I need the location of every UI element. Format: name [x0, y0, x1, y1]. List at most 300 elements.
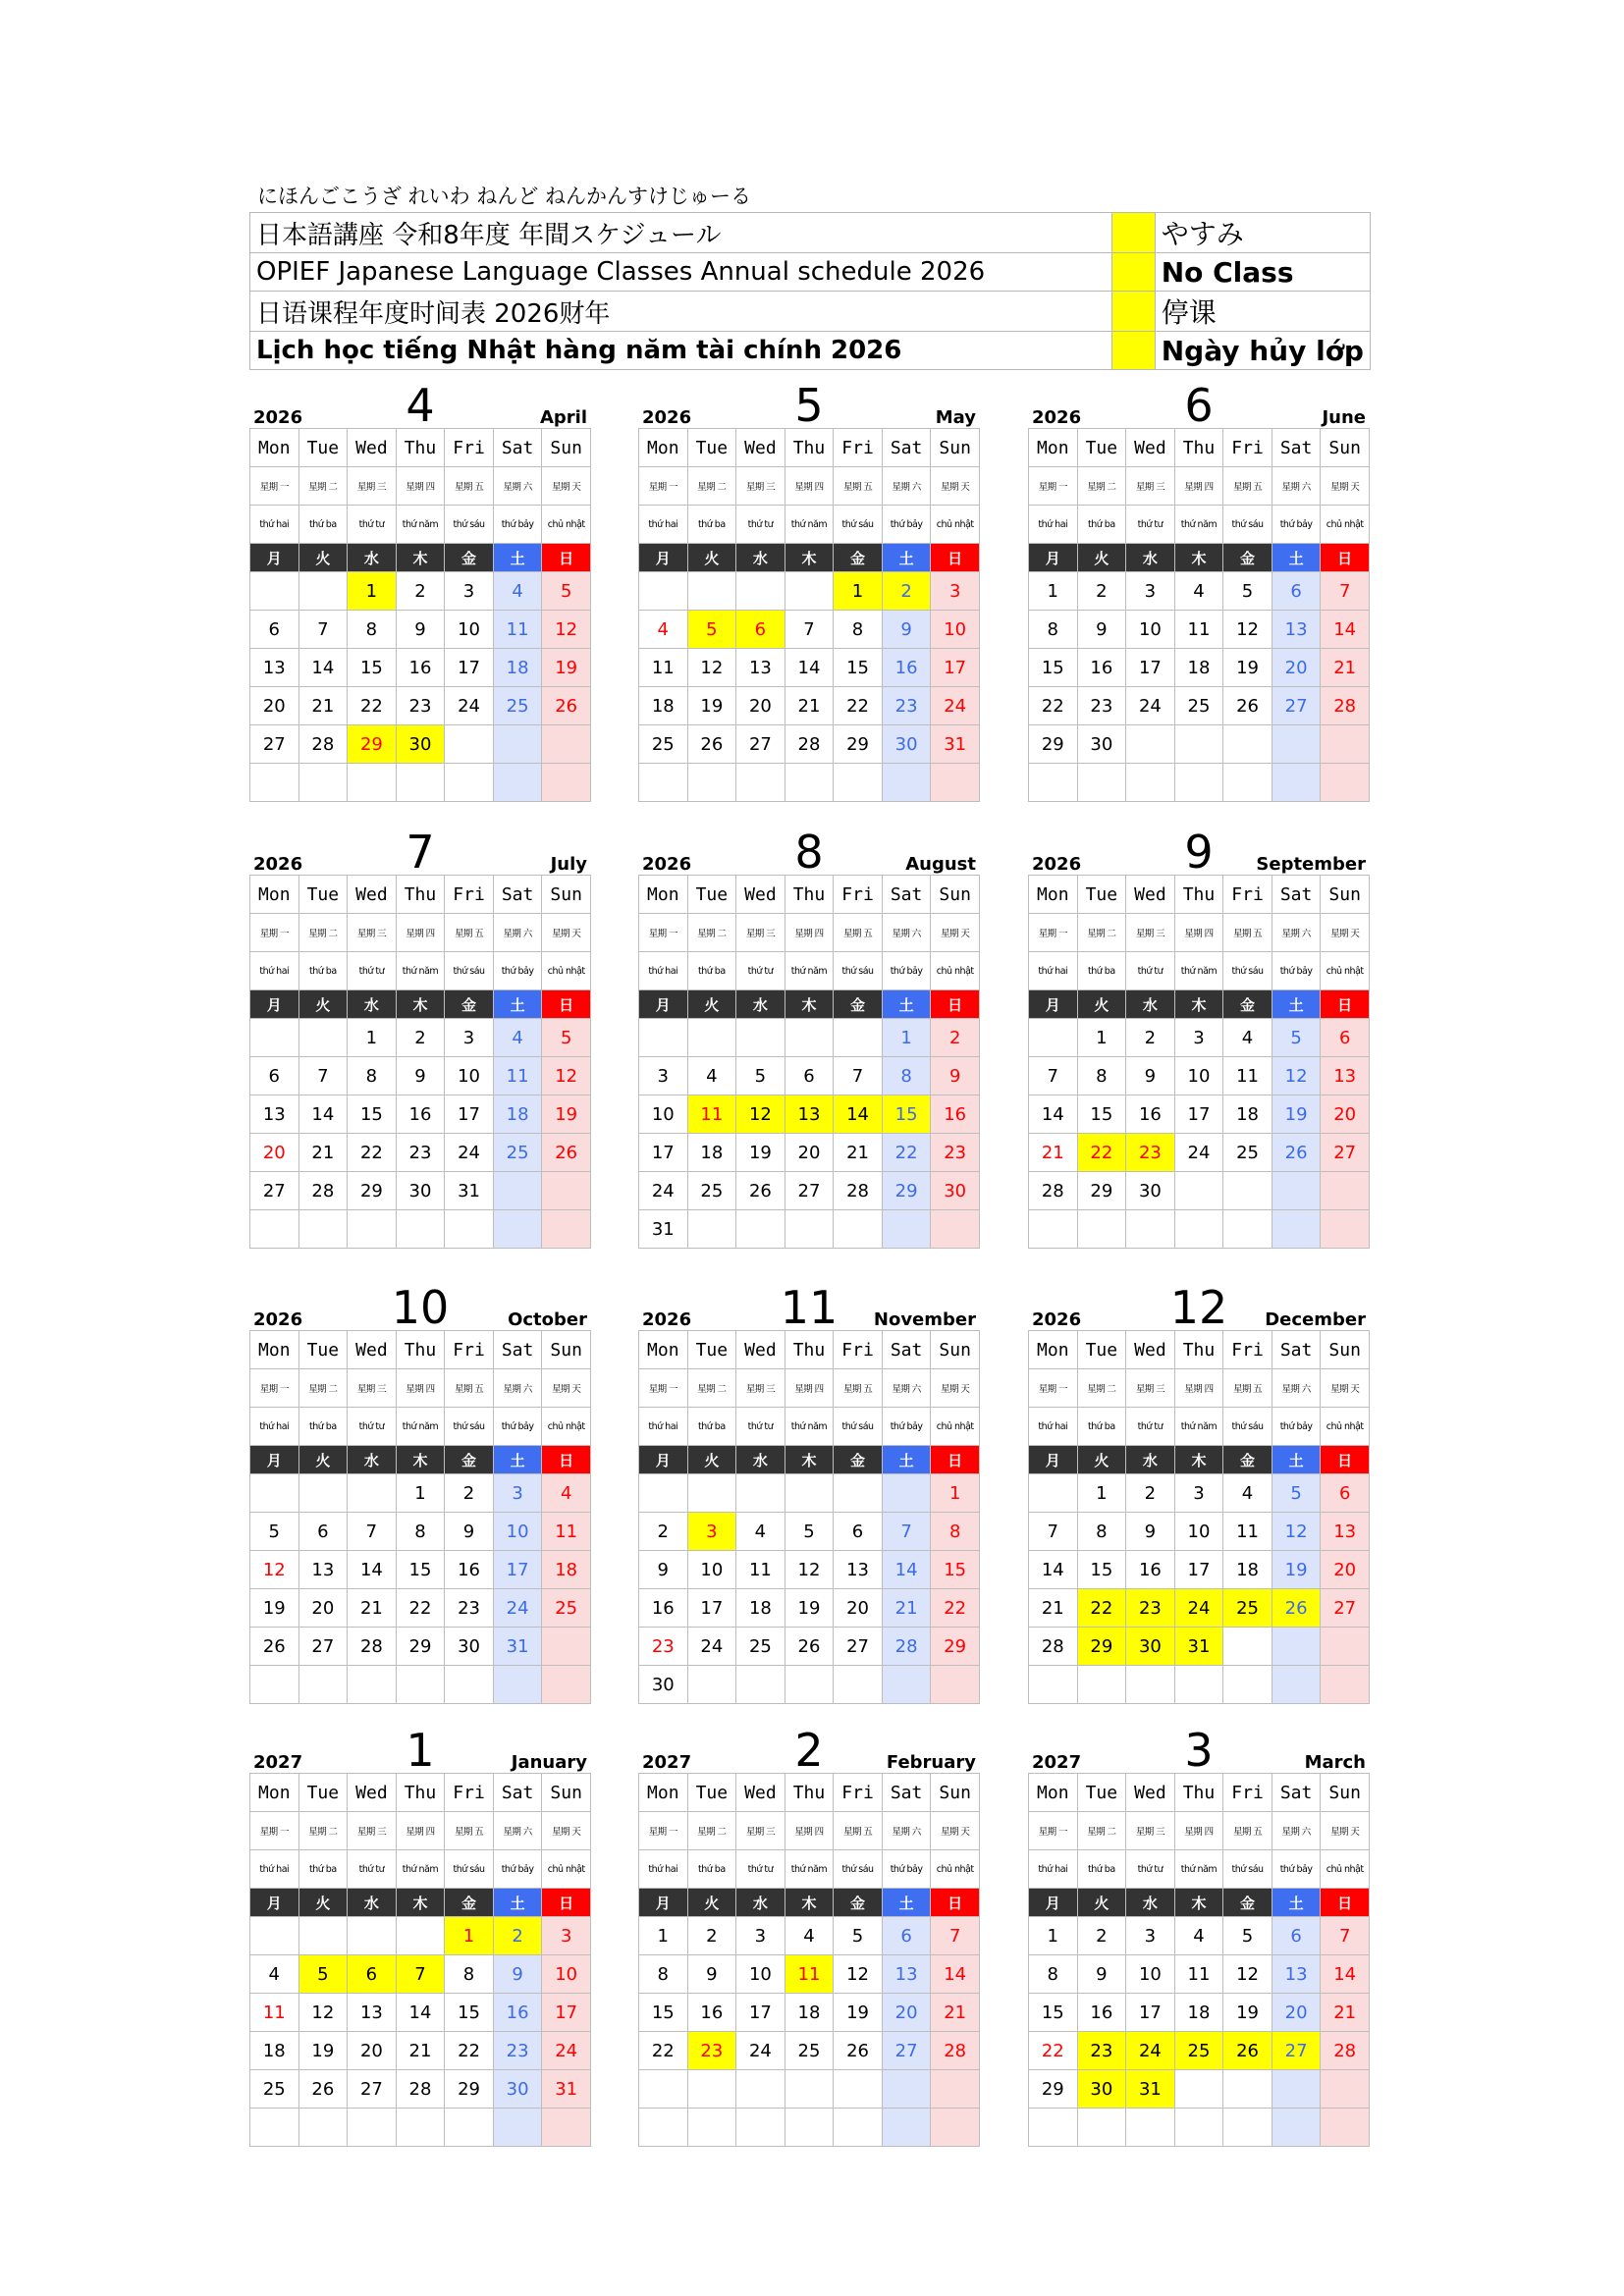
date-cell: 23	[445, 1589, 494, 1628]
date-cell: 25	[1223, 1589, 1272, 1628]
date-cell: 6	[785, 1057, 834, 1095]
weekday-label: 土	[1272, 1446, 1321, 1474]
empty-cell	[396, 1666, 445, 1704]
date-cell: 2	[1077, 1917, 1126, 1955]
furigana-reading: にほんごこうざ れいわ ねんど ねんかんすけじゅーる	[257, 185, 752, 208]
empty-cell	[1126, 2109, 1175, 2147]
weekday-label: Thu	[1174, 1774, 1223, 1812]
date-cell: 12	[250, 1551, 299, 1589]
empty-cell	[1077, 1210, 1126, 1249]
weekday-label: Fri	[1223, 876, 1272, 914]
weekday-label: 星期 一	[639, 467, 688, 506]
weekday-label: 水	[736, 544, 785, 572]
date-cell: 23	[882, 687, 931, 725]
date-cell: 25	[493, 1134, 542, 1172]
weekday-label: Fri	[834, 1774, 883, 1812]
weekday-label: Sun	[1321, 1331, 1370, 1369]
date-cell: 20	[882, 1994, 931, 2032]
date-cell: 9	[1077, 1955, 1126, 1994]
weekday-label: Mon	[250, 876, 299, 914]
title-japanese: 日本語講座 令和8年度 年間スケジュール	[250, 213, 1112, 253]
date-cell: 16	[1077, 649, 1126, 687]
title-vietnamese: Lịch học tiếng Nhật hàng năm tài chính 2026	[250, 332, 1112, 370]
weekday-label: Tue	[298, 876, 348, 914]
date-cell: 19	[1223, 1994, 1272, 2032]
date-cell: 1	[396, 1474, 445, 1513]
weekday-label: Tue	[298, 1774, 348, 1812]
date-cell: 16	[931, 1095, 980, 1134]
weekday-label: thứ bảy	[493, 1408, 542, 1446]
empty-cell	[1321, 1210, 1370, 1249]
weekday-label: 火	[1077, 544, 1126, 572]
date-cell: 30	[396, 725, 445, 764]
weekday-label: Fri	[1223, 1331, 1272, 1369]
date-cell: 16	[1126, 1551, 1175, 1589]
weekday-label: 日	[1321, 1889, 1370, 1917]
month-header	[249, 1281, 591, 1334]
date-cell: 3	[1126, 1917, 1175, 1955]
weekday-label: 金	[445, 1446, 494, 1474]
date-cell: 17	[1174, 1551, 1223, 1589]
date-cell: 8	[1029, 1955, 1078, 1994]
week-row	[639, 1917, 980, 1955]
date-cell: 24	[542, 2032, 591, 2070]
date-cell: 28	[882, 1628, 931, 1666]
weekday-label: thứ tư	[1126, 1408, 1175, 1446]
date-cell: 27	[1321, 1589, 1370, 1628]
month-header	[1028, 1281, 1370, 1334]
weekday-label: 金	[834, 544, 883, 572]
weekday-label: Sun	[931, 1774, 980, 1812]
weekday-label: 星期 六	[882, 914, 931, 952]
weekday-label: 星期 四	[785, 914, 834, 952]
month-header	[638, 1724, 980, 1777]
date-cell: 24	[1126, 2032, 1175, 2070]
weekday-label: 月	[250, 544, 299, 572]
week-row	[639, 1134, 980, 1172]
date-cell: 3	[931, 572, 980, 611]
date-cell: 13	[1321, 1513, 1370, 1551]
date-cell: 6	[250, 611, 299, 649]
weekday-label: 星期 五	[834, 914, 883, 952]
empty-cell	[1029, 1666, 1078, 1704]
date-cell: 16	[1077, 1994, 1126, 2032]
date-cell: 24	[931, 687, 980, 725]
weekday-label: Sun	[1321, 876, 1370, 914]
weekday-label: Wed	[1126, 429, 1175, 467]
date-cell: 20	[298, 1589, 348, 1628]
date-cell: 24	[1174, 1134, 1223, 1172]
weekday-label: Sun	[1321, 429, 1370, 467]
empty-cell	[542, 725, 591, 764]
empty-cell	[687, 2109, 736, 2147]
weekday-label: thứ bảy	[882, 506, 931, 544]
week-row	[250, 1994, 591, 2032]
empty-cell	[931, 1666, 980, 1704]
date-cell: 28	[931, 2032, 980, 2070]
date-cell: 7	[931, 1917, 980, 1955]
empty-cell	[931, 2109, 980, 2147]
weekday-label: 金	[445, 990, 494, 1019]
month-name: January	[511, 1752, 587, 1773]
date-cell: 30	[396, 1172, 445, 1210]
weekday-label: 星期 二	[298, 467, 348, 506]
empty-cell	[1272, 1666, 1321, 1704]
date-cell: 23	[1126, 1589, 1175, 1628]
empty-cell	[298, 572, 348, 611]
week-row	[1029, 1994, 1370, 2032]
weekday-label: Mon	[639, 1774, 688, 1812]
weekday-label: thứ ba	[1077, 1850, 1126, 1889]
weekday-label: Sat	[1272, 876, 1321, 914]
weekday-label: 日	[542, 1889, 591, 1917]
weekday-label: 星期 五	[445, 1812, 494, 1850]
date-cell: 17	[639, 1134, 688, 1172]
weekday-label: Tue	[1077, 876, 1126, 914]
weekday-label: chủ nhật	[1321, 1408, 1370, 1446]
date-cell: 5	[736, 1057, 785, 1095]
date-cell: 17	[687, 1589, 736, 1628]
empty-cell	[1321, 2109, 1370, 2147]
weekday-label: thứ sáu	[445, 952, 494, 990]
weekday-label: 木	[785, 544, 834, 572]
weekday-label: 星期 二	[298, 1369, 348, 1408]
date-cell: 15	[1029, 1994, 1078, 2032]
date-cell: 10	[1174, 1057, 1223, 1095]
month-grid	[249, 875, 591, 1249]
weekday-label: Mon	[639, 429, 688, 467]
empty-cell	[1077, 2109, 1126, 2147]
empty-cell	[1223, 1628, 1272, 1666]
date-cell: 27	[1272, 2032, 1321, 2070]
date-cell: 31	[445, 1172, 494, 1210]
empty-cell	[298, 1210, 348, 1249]
date-cell: 2	[882, 572, 931, 611]
weekday-label: 星期 二	[1077, 1369, 1126, 1408]
date-cell: 21	[396, 2032, 445, 2070]
date-cell: 7	[1029, 1513, 1078, 1551]
week-row	[250, 572, 591, 611]
weekday-label: 火	[687, 1889, 736, 1917]
weekday-label: chủ nhật	[1321, 952, 1370, 990]
week-row	[639, 687, 980, 725]
date-cell: 21	[1321, 649, 1370, 687]
date-cell: 30	[493, 2070, 542, 2109]
weekday-label: Sat	[882, 1774, 931, 1812]
date-cell: 30	[882, 725, 931, 764]
weekday-label: 星期 天	[1321, 1812, 1370, 1850]
weekday-label: Mon	[250, 1331, 299, 1369]
legend-label-vietnamese: Ngày hủy lớp	[1155, 332, 1370, 370]
weekday-row-jp	[639, 1446, 980, 1474]
week-row	[250, 1134, 591, 1172]
empty-cell	[1223, 1210, 1272, 1249]
empty-cell	[1223, 725, 1272, 764]
week-row	[639, 1551, 980, 1589]
weekday-label: 星期 一	[250, 467, 299, 506]
empty-cell	[785, 764, 834, 802]
weekday-row-jp	[250, 990, 591, 1019]
weekday-label: 月	[1029, 1446, 1078, 1474]
week-row	[639, 1628, 980, 1666]
month-number: 11	[780, 1281, 839, 1334]
date-cell: 7	[1321, 572, 1370, 611]
weekday-label: 土	[1272, 1889, 1321, 1917]
weekday-label: 星期 三	[348, 914, 397, 952]
weekday-label: thứ sáu	[834, 1408, 883, 1446]
week-row	[639, 1666, 980, 1704]
date-cell: 14	[1029, 1095, 1078, 1134]
weekday-label: 星期 五	[445, 1369, 494, 1408]
date-cell: 3	[1174, 1474, 1223, 1513]
date-cell: 2	[687, 1917, 736, 1955]
weekday-row-zh	[250, 1812, 591, 1850]
date-cell: 11	[1223, 1513, 1272, 1551]
empty-cell	[834, 1019, 883, 1057]
empty-cell	[250, 1917, 299, 1955]
date-cell: 13	[1321, 1057, 1370, 1095]
weekday-label: chủ nhật	[1321, 1850, 1370, 1889]
week-row	[250, 764, 591, 802]
weekday-label: 星期 一	[1029, 1812, 1078, 1850]
month-number: 2	[794, 1724, 824, 1777]
weekday-label: thứ ba	[687, 952, 736, 990]
date-cell: 15	[396, 1551, 445, 1589]
date-cell: 31	[1126, 2070, 1175, 2109]
empty-cell	[1272, 1210, 1321, 1249]
weekday-row-zh	[639, 1369, 980, 1408]
weekday-label: 星期 六	[493, 467, 542, 506]
date-cell: 17	[1174, 1095, 1223, 1134]
weekday-label: 星期 六	[1272, 914, 1321, 952]
weekday-label: Thu	[396, 876, 445, 914]
weekday-label: 木	[396, 1889, 445, 1917]
date-cell: 10	[1126, 1955, 1175, 1994]
date-cell: 5	[542, 572, 591, 611]
date-cell: 2	[493, 1917, 542, 1955]
date-cell: 27	[250, 725, 299, 764]
date-cell: 2	[396, 572, 445, 611]
weekday-label: thứ bảy	[882, 1408, 931, 1446]
date-cell: 21	[882, 1589, 931, 1628]
weekday-label: 星期 一	[250, 1812, 299, 1850]
empty-cell	[445, 1210, 494, 1249]
month-name: April	[539, 407, 587, 428]
date-cell: 9	[1077, 611, 1126, 649]
weekday-label: thứ hai	[639, 506, 688, 544]
empty-cell	[882, 1474, 931, 1513]
date-cell: 29	[445, 2070, 494, 2109]
month-calendar	[638, 826, 980, 1249]
weekday-row-vi	[1029, 1850, 1370, 1889]
empty-cell	[736, 1474, 785, 1513]
date-cell: 19	[687, 687, 736, 725]
weekday-label: 土	[493, 1446, 542, 1474]
weekday-label: 星期 三	[736, 1369, 785, 1408]
date-cell: 27	[250, 1172, 299, 1210]
month-calendar	[249, 826, 591, 1249]
date-cell: 10	[493, 1513, 542, 1551]
date-cell: 11	[542, 1513, 591, 1551]
date-cell: 27	[736, 725, 785, 764]
date-cell: 10	[445, 1057, 494, 1095]
weekday-label: 日	[1321, 544, 1370, 572]
month-grid	[1028, 1330, 1370, 1704]
date-cell: 5	[298, 1955, 348, 1994]
weekday-label: 日	[931, 1889, 980, 1917]
empty-cell	[1272, 2109, 1321, 2147]
date-cell: 30	[1077, 2070, 1126, 2109]
date-cell: 3	[445, 572, 494, 611]
empty-cell	[687, 1210, 736, 1249]
weekday-label: 星期 三	[736, 467, 785, 506]
weekday-label: 星期 二	[298, 914, 348, 952]
week-row	[1029, 649, 1370, 687]
date-cell: 2	[1077, 572, 1126, 611]
date-cell: 27	[882, 2032, 931, 2070]
empty-cell	[396, 2109, 445, 2147]
empty-cell	[493, 764, 542, 802]
weekday-label: thứ ba	[687, 506, 736, 544]
month-name: August	[905, 854, 976, 875]
month-grid	[249, 1330, 591, 1704]
weekday-label: Mon	[1029, 1331, 1078, 1369]
date-cell: 5	[250, 1513, 299, 1551]
weekday-label: 星期 五	[445, 914, 494, 952]
date-cell: 5	[1272, 1474, 1321, 1513]
month-header	[1028, 826, 1370, 879]
month-name: June	[1322, 407, 1366, 428]
weekday-label: Fri	[834, 429, 883, 467]
weekday-label: Wed	[1126, 1331, 1175, 1369]
empty-cell	[396, 1210, 445, 1249]
date-cell: 26	[785, 1628, 834, 1666]
date-cell: 25	[1174, 2032, 1223, 2070]
date-cell: 13	[250, 649, 299, 687]
weekday-label: 星期 天	[931, 1369, 980, 1408]
weekday-row-jp	[250, 544, 591, 572]
empty-cell	[736, 572, 785, 611]
weekday-label: thứ năm	[396, 1850, 445, 1889]
empty-cell	[785, 1666, 834, 1704]
date-cell: 31	[931, 725, 980, 764]
weekday-label: thứ sáu	[1223, 1408, 1272, 1446]
weekday-label: thứ ba	[298, 1408, 348, 1446]
weekday-label: Sun	[542, 1331, 591, 1369]
empty-cell	[1174, 1210, 1223, 1249]
weekday-label: 日	[542, 544, 591, 572]
weekday-label: 星期 天	[542, 914, 591, 952]
weekday-label: thứ năm	[1174, 952, 1223, 990]
weekday-label: thứ tư	[348, 1850, 397, 1889]
date-cell: 12	[1223, 611, 1272, 649]
weekday-row-jp	[250, 1446, 591, 1474]
date-cell: 8	[931, 1513, 980, 1551]
weekday-row-jp	[1029, 1889, 1370, 1917]
weekday-row-jp	[1029, 1446, 1370, 1474]
week-row	[639, 572, 980, 611]
date-cell: 18	[250, 2032, 299, 2070]
month-year: 2026	[642, 1309, 692, 1330]
date-cell: 14	[834, 1095, 883, 1134]
weekday-label: 星期 三	[1126, 1812, 1175, 1850]
week-row	[250, 1589, 591, 1628]
date-cell: 4	[250, 1955, 299, 1994]
month-calendar	[1028, 826, 1370, 1249]
date-cell: 24	[493, 1589, 542, 1628]
empty-cell	[250, 2109, 299, 2147]
weekday-label: Tue	[298, 1331, 348, 1369]
date-cell: 28	[298, 1172, 348, 1210]
month-grid	[638, 875, 980, 1249]
date-cell: 15	[1029, 649, 1078, 687]
weekday-label: Wed	[736, 429, 785, 467]
weekday-label: Tue	[1077, 429, 1126, 467]
weekday-label: 土	[882, 544, 931, 572]
weekday-label: Tue	[687, 1774, 736, 1812]
date-cell: 5	[785, 1513, 834, 1551]
date-cell: 4	[785, 1917, 834, 1955]
weekday-label: thứ hai	[1029, 952, 1078, 990]
week-row	[250, 649, 591, 687]
date-cell: 15	[445, 1994, 494, 2032]
date-cell: 13	[298, 1551, 348, 1589]
weekday-label: 星期 一	[639, 914, 688, 952]
date-cell: 29	[1077, 1172, 1126, 1210]
date-cell: 15	[882, 1095, 931, 1134]
weekday-label: thứ tư	[1126, 506, 1175, 544]
weekday-label: Sat	[1272, 429, 1321, 467]
date-cell: 18	[493, 649, 542, 687]
empty-cell	[882, 764, 931, 802]
date-cell: 18	[639, 687, 688, 725]
week-row	[1029, 1666, 1370, 1704]
weekday-label: 金	[1223, 1446, 1272, 1474]
week-row	[250, 687, 591, 725]
weekday-label: 星期 三	[348, 1812, 397, 1850]
date-cell: 23	[687, 2032, 736, 2070]
date-cell: 20	[1321, 1551, 1370, 1589]
weekday-label: thứ ba	[1077, 506, 1126, 544]
date-cell: 29	[348, 1172, 397, 1210]
weekday-label: 星期 三	[1126, 1369, 1175, 1408]
weekday-label: Tue	[687, 1331, 736, 1369]
weekday-label: 水	[736, 1446, 785, 1474]
date-cell: 20	[1272, 1994, 1321, 2032]
month-grid	[1028, 875, 1370, 1249]
weekday-label: thứ hai	[639, 952, 688, 990]
date-cell: 25	[639, 725, 688, 764]
weekday-label: 星期 一	[1029, 914, 1078, 952]
week-row	[250, 1210, 591, 1249]
empty-cell	[250, 1666, 299, 1704]
date-cell: 19	[736, 1134, 785, 1172]
weekday-label: thứ ba	[1077, 952, 1126, 990]
weekday-row-zh	[1029, 467, 1370, 506]
date-cell: 18	[687, 1134, 736, 1172]
weekday-label: Wed	[348, 429, 397, 467]
week-row	[250, 1551, 591, 1589]
weekday-row-en	[639, 1774, 980, 1812]
week-row	[639, 2032, 980, 2070]
weekday-label: thứ hai	[1029, 1850, 1078, 1889]
date-cell: 8	[1029, 611, 1078, 649]
week-row	[250, 1513, 591, 1551]
date-cell: 17	[736, 1994, 785, 2032]
date-cell: 13	[1272, 1955, 1321, 1994]
date-cell: 3	[1174, 1019, 1223, 1057]
weekday-label: 火	[298, 1446, 348, 1474]
